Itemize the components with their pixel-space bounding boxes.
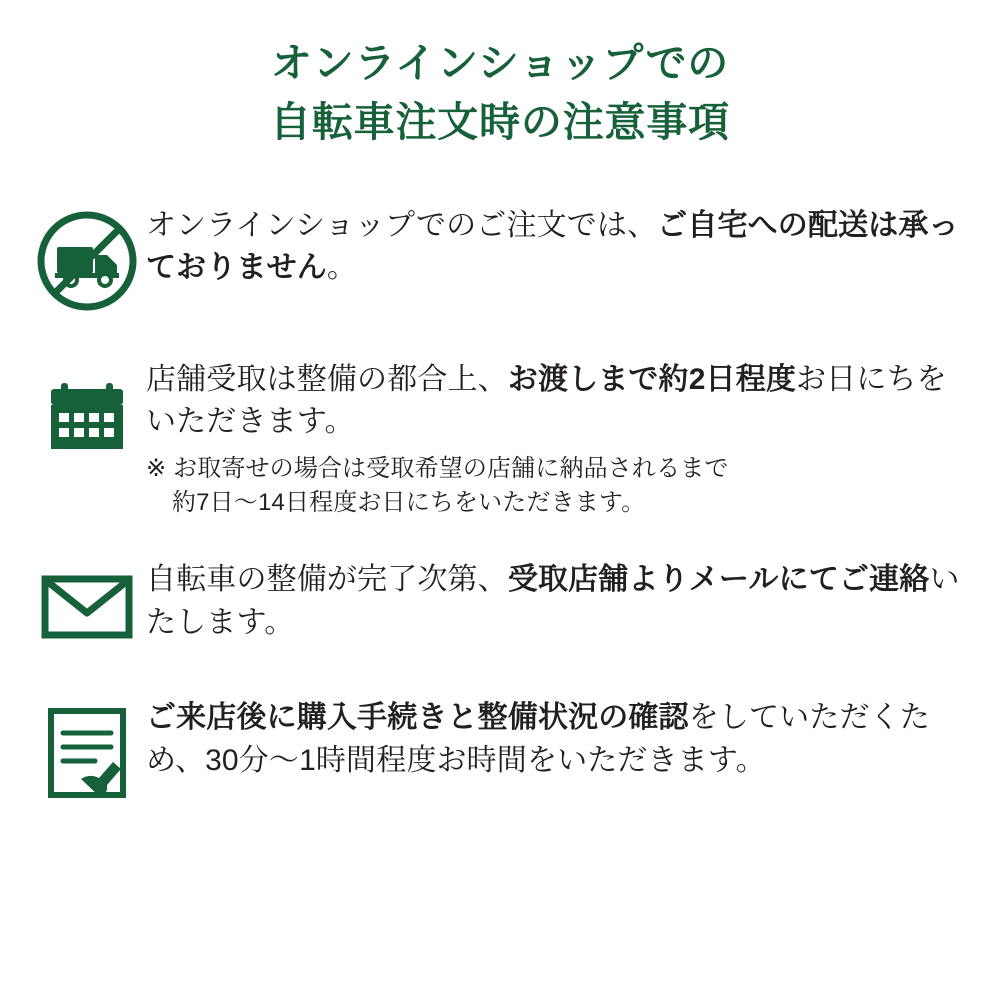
page-title-line-2: 自転車注文時の注意事項 — [269, 99, 731, 146]
item2-note — [146, 452, 966, 519]
item3-text-plain-1: 自転車の整備が完了次第、 — [146, 563, 508, 597]
page-title — [0, 0, 1000, 153]
item4-text-plain-1: を — [688, 701, 719, 735]
document-signing-icon — [35, 701, 139, 805]
notice-list — [0, 205, 1000, 805]
item2-note-line-2: 約7日〜14日程度お日にちをいただきます。 — [172, 488, 646, 516]
icon-cell — [28, 205, 146, 313]
item3-text-plain-2: いたします。 — [146, 563, 960, 639]
mail-envelope-icon — [35, 563, 139, 649]
list-item-text — [146, 359, 966, 519]
list-item-text — [146, 205, 966, 290]
item2-note-line-1: ※ お取寄せの場合は受取希望の店舗に納品されるまで — [146, 455, 729, 483]
calendar-icon — [35, 363, 139, 467]
item4-text-plain-3: いただきます。 — [557, 743, 766, 777]
item2-text-plain-2: お日にちをいただきます。 — [146, 362, 947, 439]
item2-text-bold-2: 度 — [765, 362, 797, 396]
icon-cell — [28, 559, 146, 649]
list-item — [0, 205, 1000, 313]
item3-text-bold-1: 受取店舗よりメール — [507, 563, 779, 597]
list-item-text — [146, 559, 966, 644]
item1-text-plain-1: オンラインショップでのご注文では、 — [146, 208, 658, 242]
icon-cell — [28, 359, 146, 467]
item1-text-plain-2: 。 — [326, 251, 358, 285]
icon-cell — [28, 697, 146, 805]
page-title-line-1: オンラインショップでの — [270, 40, 730, 86]
item1-text-bold-1: ご自宅への — [657, 208, 808, 242]
list-item — [0, 697, 1000, 805]
item3-text-bold-2: にてご連絡 — [778, 563, 930, 597]
list-item — [0, 559, 1000, 649]
list-item — [0, 359, 1000, 519]
item2-text-plain-1: 店舗受取は整備の都合上、 — [146, 362, 508, 396]
item4-text-plain-2: していただくため、30分〜1時間程度お時間を — [146, 701, 930, 777]
item1-text-bold-2: 配送は承っておりません — [146, 208, 959, 285]
item2-text-bold-1: お渡しまで約2日程 — [507, 362, 766, 396]
item4-text-bold-1: ご来店後に購入手続きと整備状況の確認 — [146, 701, 689, 735]
no-delivery-truck-icon — [35, 209, 139, 313]
list-item-text — [146, 697, 966, 782]
